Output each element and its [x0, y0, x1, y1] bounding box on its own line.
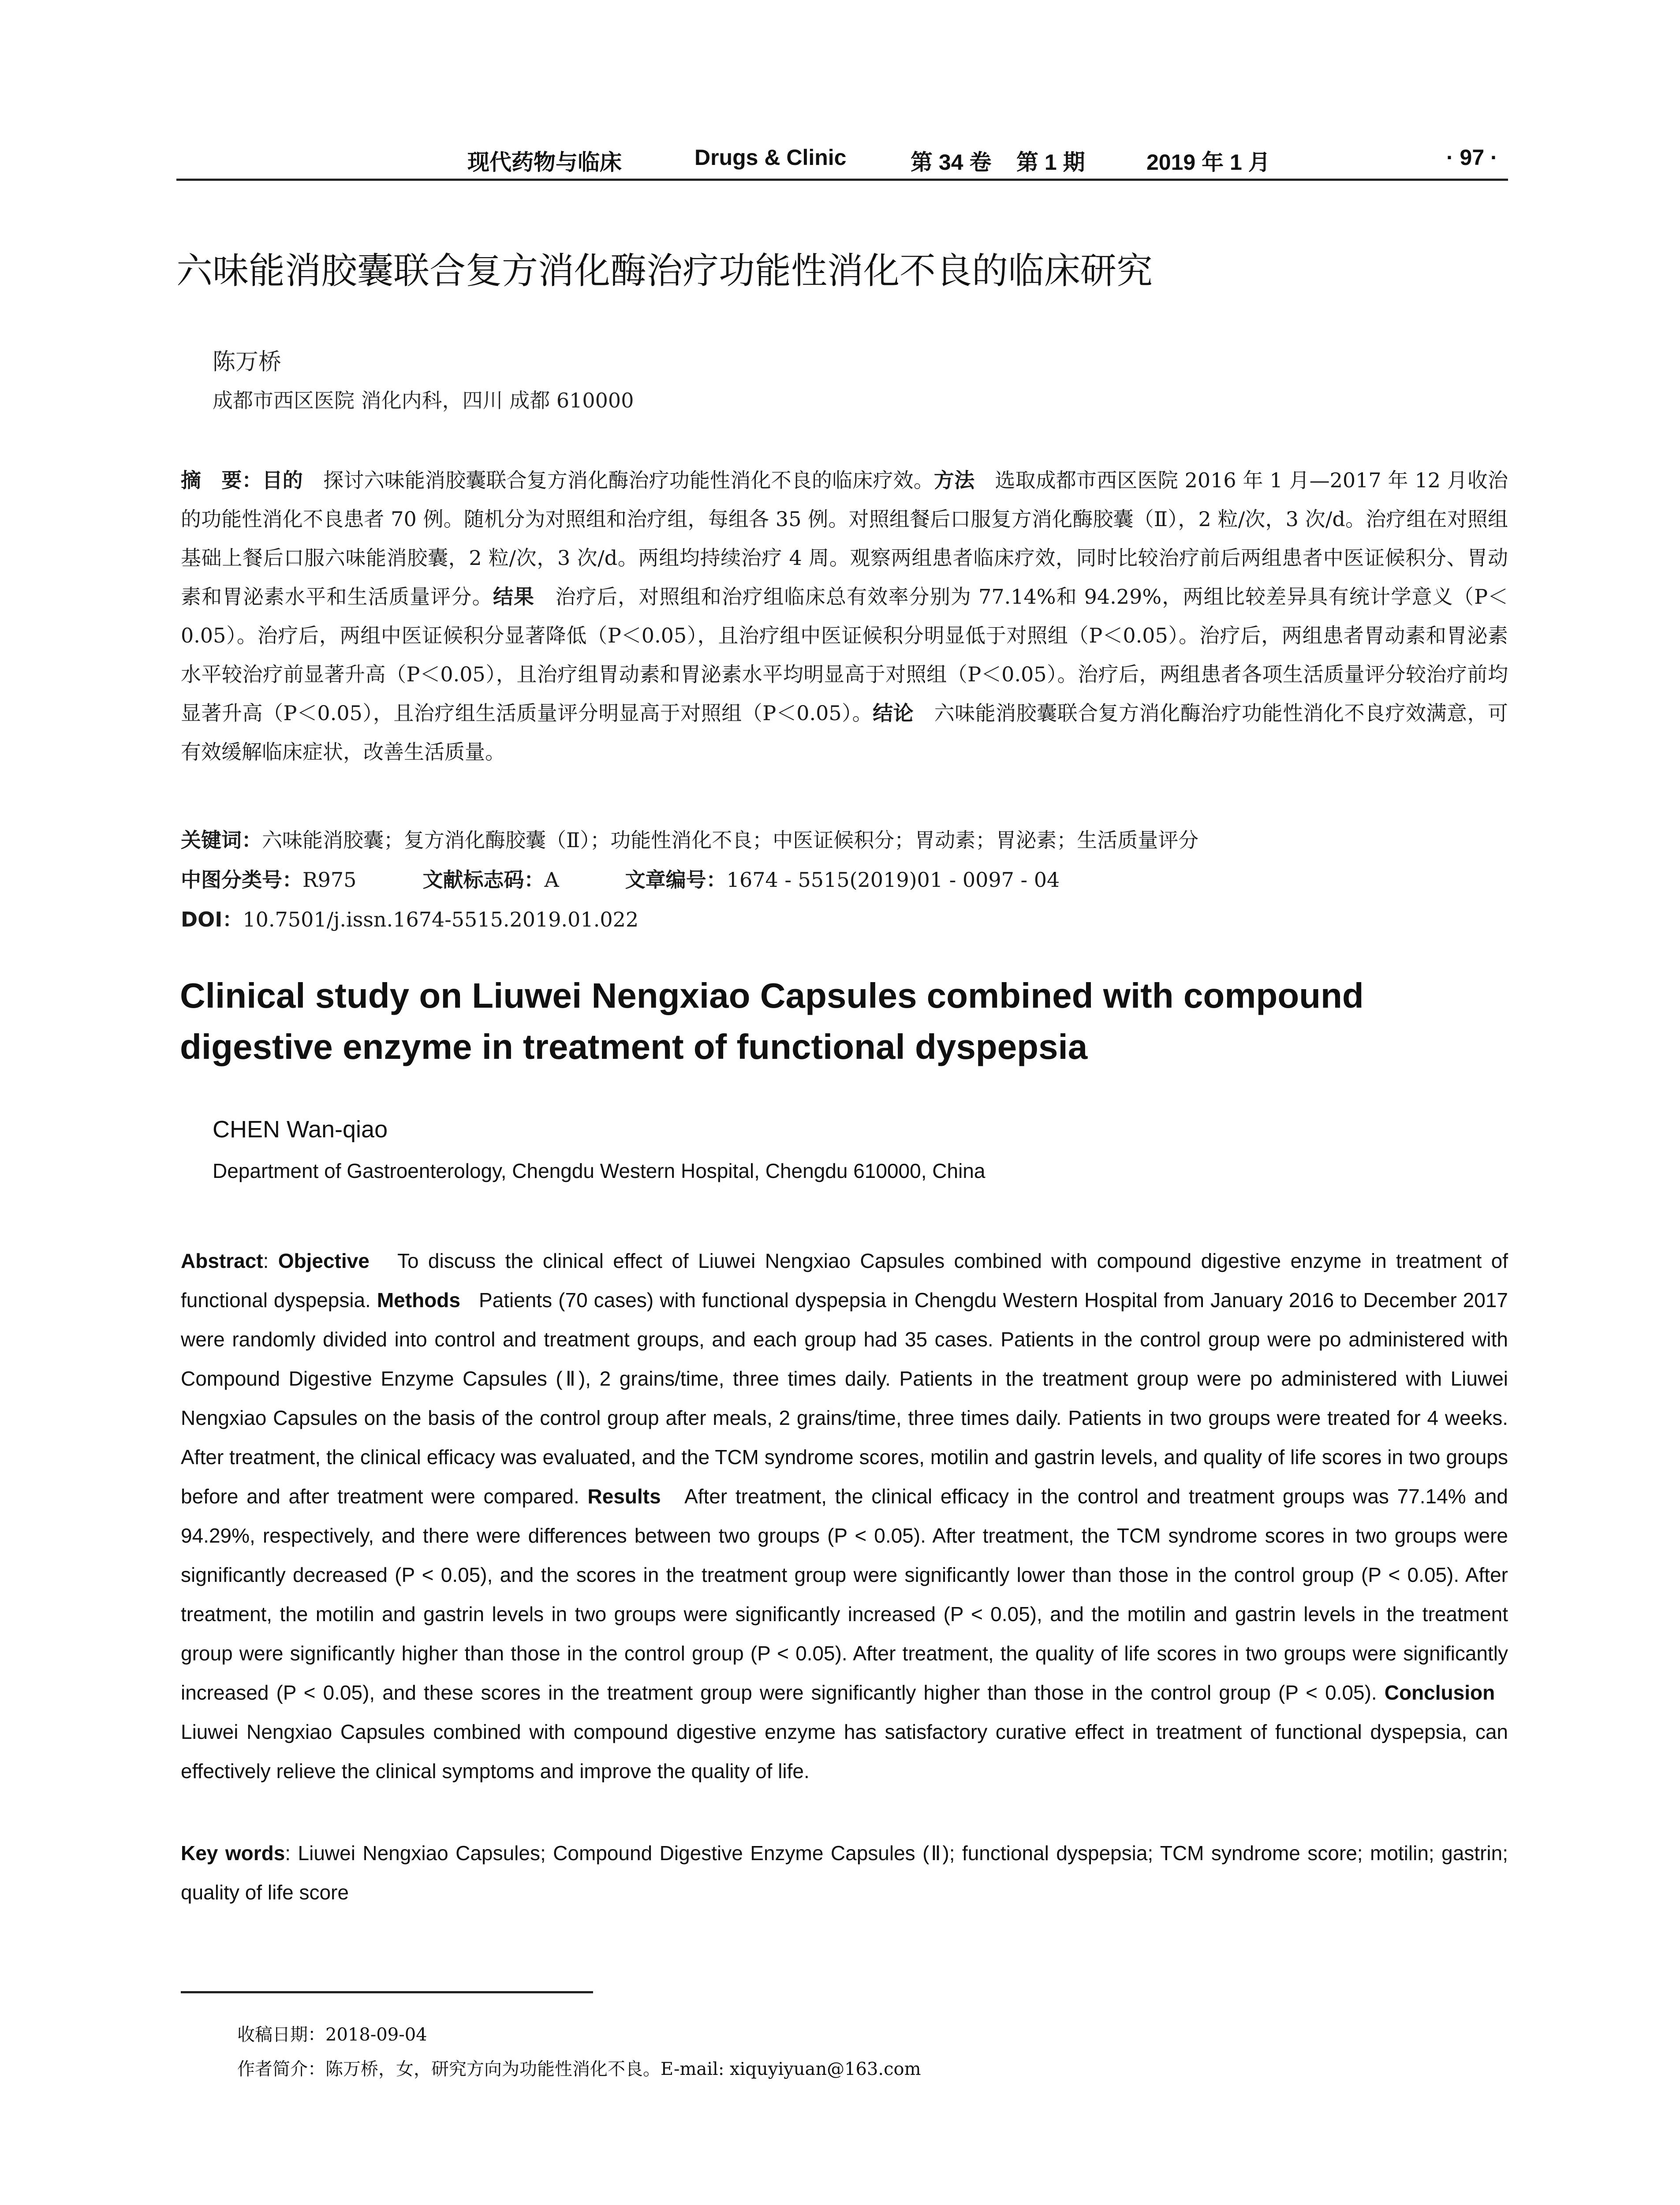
objective-text-en: To discuss the clinical effect of Liuwei Nengxiao Capsules combined with compound digestive enzyme in treatment of functional dyspepsia. [181, 1249, 1508, 1312]
page-number: · 97 · [1446, 145, 1498, 170]
conclusion-label-en: Conclusion [1384, 1681, 1495, 1704]
keywords-en: Key words: Liuwei Nengxiao Capsules; Compound Digestive Enzyme Capsules (Ⅱ); functional dyspepsia; TCM syndrome score; motilin; gastrin; quality of life score [181, 1842, 1508, 1904]
keywords-label-cn: 关键词： [181, 828, 262, 852]
issue-number: 第 1 期 [1016, 150, 1085, 175]
methods-text-cn: 选取成都市西区医院 2016 年 1 月—2017 年 12 月收治的功能性消化不良患者 70 例。随机分为对照组和治疗组，每组各 35 例。对照组餐后口服复方消化酶胶囊（Ⅱ），2 粒/次，3 次/d。治疗组在对照组基础上餐后口服六味能消胶囊，2 粒/次，3 次/d。两组均持续治疗 4 周。观察两组患者临床疗效，同时比较治疗前后两组患者中医证候积分、胃动素和胃泌素水平和生活质量评分。 [181, 468, 1508, 609]
author-info: 作者简介：陈万桥，女，研究方向为功能性消化不良。E-mail: xiquyiyuan@163.com [237, 2059, 921, 2079]
results-label-cn: 结果 [493, 585, 535, 609]
author-en: CHEN Wan-qiao [213, 1116, 388, 1143]
doc-code-value: A [544, 868, 559, 892]
journal-name-en: Drugs & Clinic [694, 145, 847, 170]
clc-label: 中图分类号： [181, 868, 302, 892]
abstract-cn [181, 461, 1508, 771]
abstract-label-cn: 摘 要： [181, 468, 262, 492]
keywords-label-en: Key words [181, 1842, 285, 1865]
title-en: Clinical study on Liuwei Nengxiao Capsules combined with compound digestive enzyme in treatment of functional dyspepsia [180, 976, 1364, 1066]
methods-label-en: Methods [377, 1289, 460, 1312]
objective-label-en: Objective [278, 1249, 370, 1272]
title-cn: 六味能消胶囊联合复方消化酶治疗功能性消化不良的临床研究 [176, 250, 1153, 292]
doi-line [181, 900, 1508, 939]
abstract-en: Abstract: Objective To discuss the clinical effect of Liuwei Nengxiao Capsules combined with compound digestive enzyme in treatment of functional dyspepsia. Methods Patients (70 cases) with functional dyspepsia in Chengdu Western Hospital from January 2016 to December 2017 were randomly divided into control and treatment groups, and each group had 35 cases. Patients in the control group were po administered with Compound Digestive Enzyme Capsules (Ⅱ), 2 grains/time, three times daily. Patients in the treatment group were po administered with Liuwei Nengxiao Capsules on the basis of the control group after meals, 2 grains/time, three times daily. Patients in two groups were treated for 4 weeks. After treatment, the clinical efficacy was evaluated, and the TCM syndrome scores, motilin and gastrin levels, and quality of life scores in two groups before and after treatment were compared. Results After treatment, the clinical efficacy in the control and treatment groups was 77.14% and 94.29%, respectively, and there were differences between two groups (P < 0.05). After treatment, the TCM syndrome scores in two groups were significantly decreased (P < 0.05), and the scores in the treatment group were significantly lower than those in the control group (P < 0.05). After treatment, the motilin and gastrin levels in two groups were significantly increased (P < 0.05), and the motilin and gastrin levels in the treatment group were significantly higher than those in the control group (P < 0.05). After treatment, the quality of life scores in two groups were significantly increased (P < 0.05), and these scores in the treatment group were significantly higher than those in the control group (P < 0.05). Conclusion Liuwei Nengxiao Capsules combined with compound digestive enzyme has satisfactory curative effect in treatment of functional dyspepsia, can effectively relieve the clinical symptoms and improve the quality of life. [181, 1249, 1508, 1783]
article-number-label: 文章编号： [625, 868, 727, 892]
affiliation-en: Department of Gastroenterology, Chengdu Western Hospital, Chengdu 610000, China [213, 1159, 986, 1182]
keywords-text-en: Liuwei Nengxiao Capsules; Compound Digestive Enzyme Capsules (Ⅱ); functional dyspepsia; TCM syndrome score; motilin; gastrin; quality of life score [181, 1842, 1508, 1904]
author-cn: 陈万桥 [213, 349, 282, 375]
results-text-en: After treatment, the clinical efficacy in the control and treatment groups was 77.14% and 94.29%, respectively, and there were differences between two groups (P < 0.05). After treatment, the TCM syndrome scores in two groups were significantly decreased (P < 0.05), and the scores in the treatment group were significantly lower than those in the control group (P < 0.05). After treatment, the motilin and gastrin levels in two groups were significantly increased (P < 0.05), and the motilin and gastrin levels in the treatment group were significantly higher than those in the control group (P < 0.05). After treatment, the quality of life scores in two groups were significantly increased (P < 0.05), and these scores in the treatment group were significantly higher than those in the control group (P < 0.05). [181, 1485, 1508, 1704]
affiliation-cn: 成都市西区医院 消化内科，四川 成都 610000 [213, 389, 634, 412]
doi-label: DOI： [181, 908, 243, 931]
doc-code-label: 文献标志码： [422, 868, 545, 892]
publication-date: 2019 年 1 月 [1146, 150, 1270, 175]
journal-name-cn: 现代药物与临床 [467, 150, 622, 175]
classification-line [181, 860, 1508, 900]
keywords-text-cn: 六味能消胶囊；复方消化酶胶囊（Ⅱ）；功能性消化不良；中医证候积分；胃动素；胃泌素；生活质量评分 [262, 828, 1199, 852]
conclusion-label-cn: 结论 [873, 701, 914, 725]
header-rule [176, 179, 1508, 181]
keywords-cn [181, 820, 1508, 860]
article-number-value: 1674 - 5515(2019)01 - 0097 - 04 [726, 868, 1060, 892]
objective-text-cn: 探讨六味能消胶囊联合复方消化酶治疗功能性消化不良的临床疗效。 [323, 468, 934, 492]
footnote-rule [181, 1991, 593, 1993]
methods-label-cn: 方法 [933, 468, 975, 492]
volume-number: 第 34 卷 [911, 150, 992, 175]
conclusion-text-en: Liuwei Nengxiao Capsules combined with compound digestive enzyme has satisfactory curative effect in treatment of functional dyspepsia, can effectively relieve the clinical symptoms and improve the quality of life. [181, 1720, 1508, 1783]
results-text-cn: 治疗后，对照组和治疗组临床总有效率分别为 77.14%和 94.29%，两组比较差异具有统计学意义（P＜0.05）。治疗后，两组中医证候积分显著降低（P＜0.05），且治疗组中医证候积分明显低于对照组（P＜0.05）。治疗后，两组患者胃动素和胃泌素水平较治疗前显著升高（P＜0.05），且治疗组胃动素和胃泌素水平均明显高于对照组（P＜0.05）。治疗后，两组患者各项生活质量评分较治疗前均显著升高（P＜0.05），且治疗组生活质量评分明显高于对照组（P＜0.05）。 [181, 585, 1508, 725]
objective-label-cn: 目的 [262, 468, 303, 492]
methods-text-en: Patients (70 cases) with functional dyspepsia in Chengdu Western Hospital from January 2016 to December 2017 were randomly divided into control and treatment groups, and each group had 35 cases. Patients in the control group were po administered with Compound Digestive Enzyme Capsules (Ⅱ), 2 grains/time, three times daily. Patients in the treatment group were po administered with Liuwei Nengxiao Capsules on the basis of the control group after meals, 2 grains/time, three times daily. Patients in two groups were treated for 4 weeks. After treatment, the clinical efficacy was evaluated, and the TCM syndrome scores, motilin and gastrin levels, and quality of life scores in two groups before and after treatment were compared. [181, 1289, 1508, 1508]
abstract-label-en: Abstract [181, 1249, 263, 1272]
received-date: 收稿日期：2018-09-04 [237, 2025, 427, 2045]
doi-value[interactable]: 10.7501/j.issn.1674-5515.2019.01.022 [243, 908, 639, 931]
clc-value: R975 [302, 868, 357, 892]
results-label-en: Results [587, 1485, 661, 1508]
conclusion-text-cn: 六味能消胶囊联合复方消化酶治疗功能性消化不良疗效满意，可有效缓解临床症状，改善生活质量。 [181, 701, 1508, 764]
running-header [176, 140, 1508, 180]
